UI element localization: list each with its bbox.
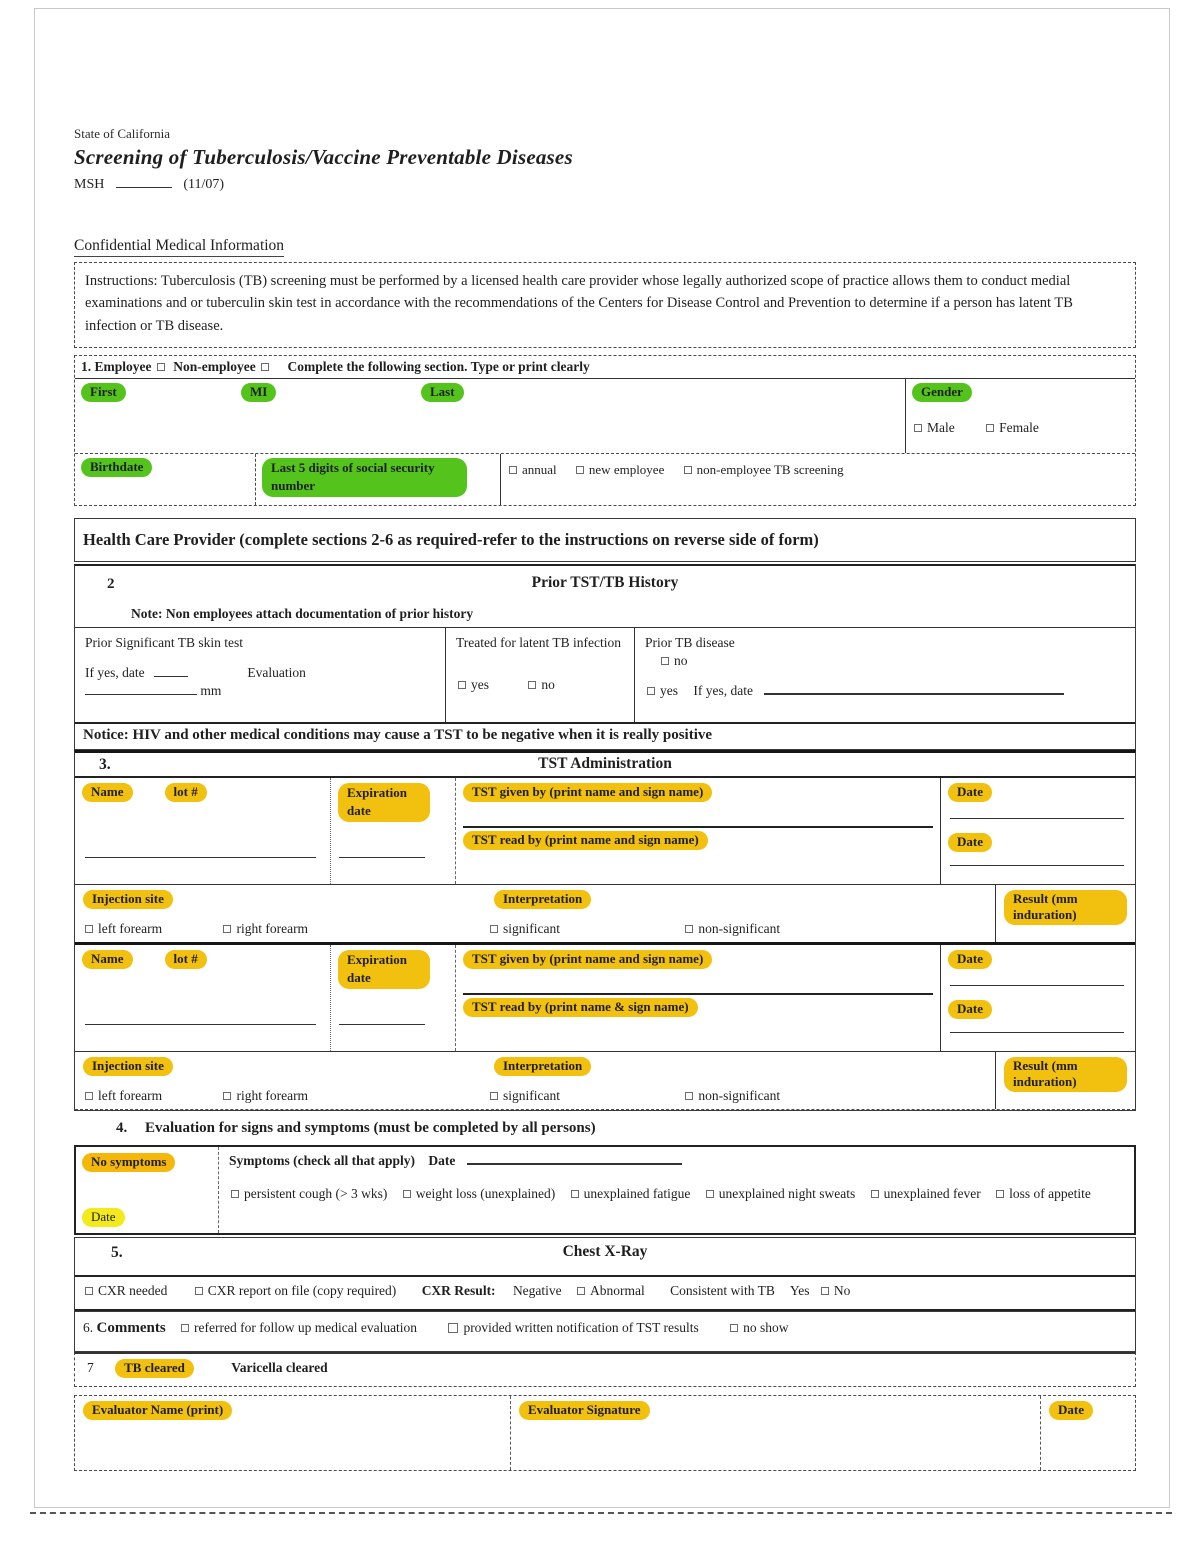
screening-type-options xyxy=(500,454,1135,505)
section2-columns xyxy=(75,628,1135,722)
tst2-left-forearm-option xyxy=(83,1088,162,1103)
evaluation-label: Evaluation xyxy=(247,665,306,681)
tst1-read-date-label: Date xyxy=(948,833,992,852)
symptom-label: unexplained fever xyxy=(883,1186,981,1202)
night-sweats-checkbox[interactable] xyxy=(706,1190,714,1198)
tst2-expiration-cell xyxy=(330,945,455,1051)
evaluator-row xyxy=(74,1395,1136,1471)
tst1-name-lot-cell xyxy=(75,778,330,884)
no-show-option xyxy=(728,1320,788,1335)
tst1-read-date-blank[interactable] xyxy=(950,865,1124,866)
section5-title-row xyxy=(75,1238,1135,1275)
female-label: Female xyxy=(999,420,1039,436)
cxr-needed-checkbox[interactable] xyxy=(85,1287,93,1295)
male-label: Male xyxy=(927,420,955,436)
persistent-cough-checkbox[interactable] xyxy=(231,1190,239,1198)
tst1-significant-checkbox[interactable] xyxy=(490,925,498,933)
section2-prior-history xyxy=(74,564,1136,750)
symptom-option xyxy=(401,1186,555,1201)
disease-no-checkbox[interactable] xyxy=(661,657,669,665)
referred-checkbox[interactable] xyxy=(181,1324,189,1332)
tst2-interpretation-label: Interpretation xyxy=(494,1057,591,1076)
tst2-forearm-options xyxy=(83,1088,472,1104)
tst1-result-cell[interactable] xyxy=(995,885,1135,942)
tst2-interpretation-cell xyxy=(480,1052,995,1109)
tst1-significant-option xyxy=(488,921,560,936)
consistent-yes-label: Yes xyxy=(789,1283,810,1299)
new-employee-label: new employee xyxy=(588,462,665,478)
tst1-left-forearm-checkbox[interactable] xyxy=(85,925,93,933)
last-name-field[interactable] xyxy=(415,379,905,453)
consistent-no-label: No xyxy=(833,1283,851,1299)
provided-notification-checkbox[interactable] xyxy=(448,1323,458,1333)
tst1-given-date-label: Date xyxy=(948,783,992,802)
symptoms-header-line xyxy=(229,1153,1124,1169)
female-checkbox[interactable] xyxy=(986,424,994,432)
weight-loss-checkbox[interactable] xyxy=(403,1190,411,1198)
cxr-on-file-checkbox[interactable] xyxy=(195,1287,203,1295)
cxr-abnormal-label: Abnormal xyxy=(590,1283,645,1299)
section2-number: 2 xyxy=(107,576,115,593)
annual-option xyxy=(507,462,557,477)
state-line: State of California xyxy=(74,126,171,141)
symptoms-cell xyxy=(218,1147,1134,1233)
tst2-readby-label: TST read by (print name & sign name) xyxy=(463,998,698,1017)
symptom-option xyxy=(994,1186,1091,1201)
section4-heading xyxy=(74,1111,1136,1145)
gender-options xyxy=(912,420,1129,436)
tst1-expiration-label: Expiration date xyxy=(338,783,430,821)
tst1-significant-label: significant xyxy=(503,921,560,937)
non-employee-tb-checkbox[interactable] xyxy=(684,466,692,474)
symptoms-date-blank[interactable] xyxy=(467,1153,682,1165)
if-yes-date-label: If yes, date xyxy=(85,665,145,681)
evaluator-name-cell[interactable] xyxy=(75,1396,510,1470)
tst2-name-label: Name xyxy=(82,950,133,969)
annual-label: annual xyxy=(522,462,557,478)
tst2-left-forearm-label: left forearm xyxy=(98,1088,163,1104)
prior-skin-test-cell xyxy=(75,628,445,722)
section4-title: Evaluation for signs and symptoms (must be completed by all persons) xyxy=(145,1120,596,1137)
symptom-label: unexplained fatigue xyxy=(583,1186,691,1202)
tst1-readby-wrap xyxy=(463,826,933,850)
tst2-right-forearm-checkbox[interactable] xyxy=(223,1092,231,1100)
treated-yes-checkbox[interactable] xyxy=(458,681,466,689)
tst1-forearm-options xyxy=(83,921,472,937)
symptoms-heading: Symptoms (check all that apply) xyxy=(229,1153,416,1169)
tst1-dates-cell xyxy=(940,778,1135,884)
disease-no-label: no xyxy=(674,653,688,669)
form-content xyxy=(74,126,1136,1471)
middle-initial-label: MI xyxy=(241,383,276,402)
tst1-non-significant-option xyxy=(683,921,780,936)
section1-name-row xyxy=(75,379,1135,453)
tst2-non-significant-option xyxy=(683,1088,780,1103)
symptom-option xyxy=(229,1186,387,1201)
tst1-injection-row xyxy=(75,884,1135,942)
employee-checkbox[interactable] xyxy=(157,363,165,371)
tst2-left-forearm-checkbox[interactable] xyxy=(85,1092,93,1100)
form-header xyxy=(74,126,1136,193)
disease-yes-label: yes xyxy=(660,683,678,699)
referred-option xyxy=(179,1320,417,1335)
tst1-right-forearm-label: right forearm xyxy=(236,921,309,937)
tst2-dates-cell xyxy=(940,945,1135,1051)
tst-block-2 xyxy=(75,942,1135,1110)
tst2-givenby-cell xyxy=(455,945,940,1051)
non-employee-checkbox[interactable] xyxy=(261,363,269,371)
mm-label: mm xyxy=(200,683,222,699)
disease-yes-checkbox[interactable] xyxy=(647,687,655,695)
section1-header xyxy=(75,356,1135,379)
treated-yes-option xyxy=(456,677,489,692)
consistent-no-option xyxy=(819,1283,851,1298)
symptoms-list xyxy=(229,1183,1124,1206)
tst2-interpretation-options xyxy=(488,1088,987,1104)
non-employee-tb-option xyxy=(682,462,844,477)
ssn-label: Last 5 digits of social security number xyxy=(262,458,467,496)
section6-number: 6. xyxy=(83,1320,94,1336)
unexplained-fever-checkbox[interactable] xyxy=(871,1190,879,1198)
section1-id-row xyxy=(75,453,1135,505)
section5-number: 5. xyxy=(111,1244,123,1262)
skin-test-date-blank[interactable] xyxy=(154,665,188,677)
male-option xyxy=(912,420,955,435)
tst1-right-forearm-option xyxy=(221,921,308,936)
section5-title: Chest X-Ray xyxy=(562,1243,648,1261)
tst2-injection-site-label: Injection site xyxy=(83,1057,173,1076)
section1-employee-info xyxy=(74,355,1136,506)
mm-blank[interactable] xyxy=(85,683,197,695)
tst2-read-date-label: Date xyxy=(948,1000,992,1019)
loss-of-appetite-checkbox[interactable] xyxy=(996,1190,1004,1198)
symptom-label: persistent cough (> 3 wks) xyxy=(244,1186,388,1202)
tst1-interpretation-options xyxy=(488,921,987,937)
tst1-readby-label: TST read by (print name and sign name) xyxy=(463,831,708,850)
tst1-non-significant-checkbox[interactable] xyxy=(685,925,693,933)
tst2-significant-checkbox[interactable] xyxy=(490,1092,498,1100)
tst-block-1 xyxy=(75,778,1135,942)
male-checkbox[interactable] xyxy=(914,424,922,432)
prior-tb-disease-cell xyxy=(635,628,1135,722)
tst2-right-forearm-label: right forearm xyxy=(236,1088,309,1104)
cxr-needed-label: CXR needed xyxy=(98,1283,168,1299)
birthdate-label: Birthdate xyxy=(81,458,152,477)
symptom-option xyxy=(704,1186,855,1201)
disease-date-blank[interactable] xyxy=(764,683,1064,695)
tst1-injection-site-label: Injection site xyxy=(83,890,173,909)
tst2-injection-row xyxy=(75,1051,1135,1110)
tst1-expiration-blank[interactable] xyxy=(339,857,425,858)
page-title: Screening of Tuberculosis/Vaccine Preventable Diseases xyxy=(74,145,573,169)
section1-instruction: Complete the following section. Type or print clearly xyxy=(287,359,590,375)
tst2-expiration-label: Expiration date xyxy=(338,950,430,988)
varicella-cleared-label: Varicella cleared xyxy=(231,1360,328,1376)
symptom-label: loss of appetite xyxy=(1009,1186,1091,1202)
tst2-read-date-blank[interactable] xyxy=(950,1032,1124,1033)
section5-chest-xray xyxy=(74,1237,1136,1312)
cxr-abnormal-option xyxy=(575,1283,645,1298)
tst1-givenby-label: TST given by (print name and sign name) xyxy=(463,783,712,802)
tst2-name-blank[interactable] xyxy=(85,1024,316,1025)
cxr-options-row xyxy=(75,1275,1135,1311)
treated-options xyxy=(456,677,624,693)
tst1-name-label: Name xyxy=(82,783,133,802)
tst2-result-cell[interactable] xyxy=(995,1052,1135,1109)
tst1-lot-label: lot # xyxy=(165,783,207,802)
section4-number: 4. xyxy=(116,1120,128,1137)
section3-number: 3. xyxy=(99,756,111,774)
evaluator-signature-label: Evaluator Signature xyxy=(519,1401,650,1420)
evaluator-name-label: Evaluator Name (print) xyxy=(83,1401,232,1420)
tst2-lot-label: lot # xyxy=(165,950,207,969)
treated-yes-label: yes xyxy=(471,677,489,693)
tst2-significant-label: significant xyxy=(503,1088,560,1104)
section4-symptoms-box xyxy=(74,1145,1136,1235)
section2-title: Prior TST/TB History xyxy=(531,574,679,592)
form-number-blank[interactable] xyxy=(116,176,172,188)
tst1-left-forearm-label: left forearm xyxy=(98,921,163,937)
cxr-abnormal-checkbox[interactable] xyxy=(577,1287,585,1295)
evaluator-date-cell[interactable] xyxy=(1040,1396,1135,1470)
symptom-label: weight loss (unexplained) xyxy=(415,1186,556,1202)
section2-title-row xyxy=(75,566,1135,606)
employee-label: Employee xyxy=(94,359,152,375)
symptom-option xyxy=(569,1186,691,1201)
consistent-no-checkbox[interactable] xyxy=(821,1287,829,1295)
disease-if-yes-date-label: If yes, date xyxy=(693,683,753,699)
section1-number: 1. xyxy=(81,359,92,375)
tb-cleared-label[interactable]: TB cleared xyxy=(115,1359,194,1378)
cxr-result-label: CXR Result: xyxy=(421,1283,496,1299)
symptoms-date-label: Date xyxy=(428,1153,456,1169)
tst1-given-date-blank[interactable] xyxy=(950,818,1124,819)
middle-initial-field[interactable] xyxy=(235,379,415,453)
non-employee-label: Non-employee xyxy=(173,359,256,375)
section6-comments xyxy=(74,1312,1136,1352)
unexplained-fatigue-checkbox[interactable] xyxy=(571,1190,579,1198)
no-symptoms-label: No symptoms xyxy=(82,1153,175,1172)
symptom-option xyxy=(869,1186,981,1201)
disease-yes-line xyxy=(645,683,1125,699)
first-name-label: First xyxy=(81,383,126,402)
form-revision: (11/07) xyxy=(183,177,225,192)
section3-tst-administration xyxy=(74,750,1136,1111)
prior-skin-test-label: Prior Significant TB skin test xyxy=(85,635,243,651)
evaluator-signature-cell[interactable] xyxy=(510,1396,1040,1470)
ssn-field[interactable] xyxy=(255,454,500,505)
instructions-box: Instructions: Tuberculosis (TB) screening must be performed by a licensed health care provider whose legally authorized scope of practice allows them to conduct medial examinations and or tuberculin skin test in accordance with the recommendations of the Centers for Disease Control and Prevention to determine if a person has latent TB infection or TB disease. xyxy=(74,262,1136,348)
prior-tb-disease-label: Prior TB disease xyxy=(645,635,735,651)
tst1-name-blank[interactable] xyxy=(85,857,316,858)
non-employee-tb-label: non-employee TB screening xyxy=(696,462,844,478)
disease-no-option xyxy=(659,653,1125,669)
no-symptoms-cell xyxy=(76,1147,218,1233)
provided-notification-label: provided written notification of TST results xyxy=(463,1320,699,1336)
treated-no-option xyxy=(526,677,555,692)
new-employee-option xyxy=(574,462,664,477)
tst2-significant-option xyxy=(488,1088,560,1103)
mm-line xyxy=(85,683,435,699)
birthdate-field[interactable] xyxy=(75,454,255,505)
tst2-given-date-label: Date xyxy=(948,950,992,969)
cxr-on-file-label: CXR report on file (copy required) xyxy=(207,1283,397,1299)
confidential-heading: Confidential Medical Information xyxy=(74,237,284,257)
tst1-right-forearm-checkbox[interactable] xyxy=(223,925,231,933)
no-show-label: no show xyxy=(743,1320,789,1336)
gender-label: Gender xyxy=(912,383,972,402)
section2-note: Note: Non employees attach documentation of prior history xyxy=(75,606,1135,628)
tst2-non-significant-label: non-significant xyxy=(698,1088,781,1104)
first-name-field[interactable] xyxy=(75,379,235,453)
last-name-label: Last xyxy=(421,383,464,402)
female-option xyxy=(984,420,1039,435)
tst2-name-lot-cell xyxy=(75,945,330,1051)
tst1-expiration-cell xyxy=(330,778,455,884)
tst2-injection-site-cell xyxy=(75,1052,480,1109)
treated-no-checkbox[interactable] xyxy=(528,681,536,689)
referred-label: referred for follow up medical evaluation xyxy=(194,1320,418,1336)
skin-test-date-line xyxy=(85,665,435,681)
no-show-checkbox[interactable] xyxy=(730,1324,738,1332)
tst1-injection-site-cell xyxy=(75,885,480,942)
tst2-expiration-blank[interactable] xyxy=(339,1024,425,1025)
form-number-line xyxy=(74,176,1136,193)
tst2-givenby-label: TST given by (print name and sign name) xyxy=(463,950,712,969)
new-employee-checkbox[interactable] xyxy=(576,466,584,474)
symptom-label: unexplained night sweats xyxy=(718,1186,856,1202)
tst1-givenby-cell xyxy=(455,778,940,884)
tst2-readby-wrap xyxy=(463,993,933,1017)
provided-notification-option xyxy=(446,1320,698,1335)
annual-checkbox[interactable] xyxy=(509,466,517,474)
tst1-result-label: Result (mm induration) xyxy=(1004,890,1127,925)
section7-clearance xyxy=(74,1352,1136,1387)
section7-number: 7 xyxy=(87,1360,94,1376)
comments-label: Comments xyxy=(96,1320,166,1337)
form-code: MSH xyxy=(74,177,105,192)
cxr-negative-label: Negative xyxy=(512,1283,562,1299)
no-symptoms-date-label[interactable]: Date xyxy=(82,1208,125,1227)
tst2-right-forearm-option xyxy=(221,1088,308,1103)
treated-no-label: no xyxy=(541,677,555,693)
tst1-main-row xyxy=(75,778,1135,884)
tst2-result-label: Result (mm induration) xyxy=(1004,1057,1127,1092)
tst1-left-forearm-option xyxy=(83,921,162,936)
tst2-main-row xyxy=(75,945,1135,1051)
tst1-interpretation-label: Interpretation xyxy=(494,890,591,909)
treated-latent-cell xyxy=(445,628,635,722)
cxr-needed-option xyxy=(83,1283,167,1298)
disease-yes-option xyxy=(645,683,678,698)
section3-title: TST Administration xyxy=(538,755,672,773)
tst1-non-significant-label: non-significant xyxy=(698,921,781,937)
section3-title-row xyxy=(75,753,1135,778)
tst1-interpretation-cell xyxy=(480,885,995,942)
consistent-with-tb-label: Consistent with TB xyxy=(670,1283,775,1299)
page-bottom-divider xyxy=(30,1512,1172,1514)
provider-heading: Health Care Provider (complete sections 2-6 as required-refer to the instructions on reverse side of form) xyxy=(74,518,1136,562)
tst2-non-significant-checkbox[interactable] xyxy=(685,1092,693,1100)
treated-latent-label: Treated for latent TB infection xyxy=(456,635,621,651)
gender-field xyxy=(905,379,1135,453)
hiv-notice: Notice: HIV and other medical conditions may cause a TST to be negative when it is really positive xyxy=(75,722,1135,749)
cxr-on-file-option xyxy=(193,1283,397,1298)
evaluator-date-label: Date xyxy=(1049,1401,1093,1420)
tst2-given-date-blank[interactable] xyxy=(950,985,1124,986)
